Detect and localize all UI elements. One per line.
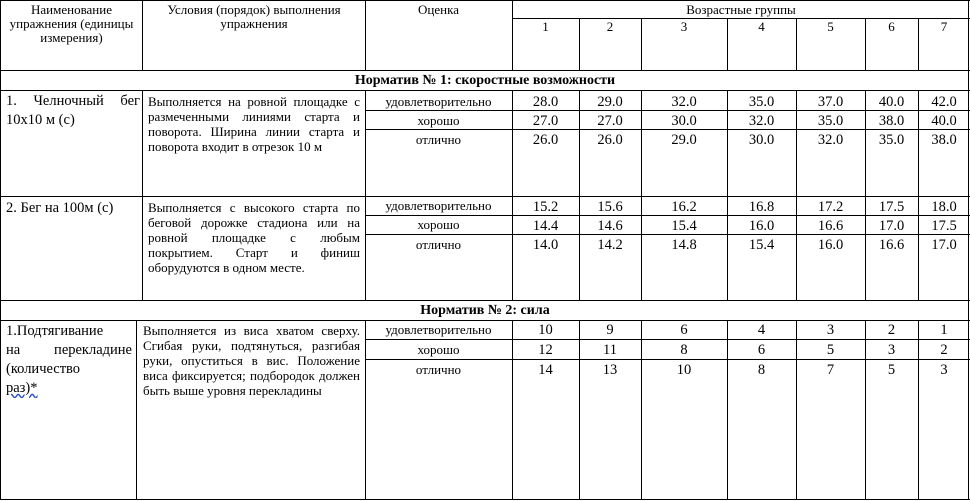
group-5: 5 xyxy=(827,20,834,34)
table-rule xyxy=(727,320,728,500)
exercise-name-line: на перекладине xyxy=(6,342,132,358)
exercise-name-pullups xyxy=(6,322,132,398)
value-cell: 32.0 xyxy=(671,94,697,110)
value-cell: 35.0 xyxy=(878,132,905,148)
value-cell: 16.6 xyxy=(817,218,844,234)
value-cell: 2 xyxy=(940,342,948,358)
value-cell: 30.0 xyxy=(671,113,697,129)
table-rule xyxy=(512,0,513,71)
value-cell: 29.0 xyxy=(671,132,697,148)
value-cell: 17.2 xyxy=(817,199,844,215)
value-cell: 15.6 xyxy=(597,199,623,215)
table-rule xyxy=(796,90,797,300)
exercise-name-line: 10х10 м (с) xyxy=(6,112,75,128)
table-rule xyxy=(512,90,513,300)
header-name-label: Наименование упражнения (единицы измерения) xyxy=(9,3,134,45)
grade-good: хорошо xyxy=(417,114,460,128)
exercise-name-line: 1. Челночный бег xyxy=(6,93,140,109)
header-conditions xyxy=(143,3,365,43)
table-rule xyxy=(142,0,143,71)
value-cell: 6 xyxy=(757,342,766,358)
value-cell: 40.0 xyxy=(878,94,905,110)
value-cell: 30.0 xyxy=(748,132,775,148)
value-cell: 35.0 xyxy=(817,113,844,129)
value-cell: 40.0 xyxy=(931,113,957,129)
value-cell: 14 xyxy=(538,362,553,378)
table-rule xyxy=(365,129,970,130)
table-rule xyxy=(968,0,969,500)
value-cell: 3 xyxy=(826,322,835,338)
group-6: 6 xyxy=(888,20,895,34)
value-cell: 32.0 xyxy=(817,132,844,148)
group-1: 1 xyxy=(542,20,549,34)
value-cell: 16.8 xyxy=(748,199,775,215)
table-rule xyxy=(365,215,970,216)
table-rule xyxy=(512,320,513,500)
value-cell: 16.2 xyxy=(671,199,697,215)
value-cell: 3 xyxy=(940,362,948,378)
table-rule xyxy=(142,90,143,300)
section-title-speed: Норматив № 1: скоростные возможности xyxy=(354,73,616,88)
header-age-groups-label: Возрастные группы xyxy=(686,3,796,17)
value-cell: 15.2 xyxy=(532,199,559,215)
value-cell: 37.0 xyxy=(817,94,844,110)
grade-good: хорошо xyxy=(417,218,460,232)
table-rule xyxy=(579,18,580,71)
value-cell: 17.5 xyxy=(878,199,905,215)
value-cell: 14.6 xyxy=(597,218,623,234)
header-grade xyxy=(365,3,512,23)
exercise-conditions-pullups: Выполняется из виса хватом сверху. Сгибая руки, подтянуться, разгибая руки, опуститься в вис. Положение виса фиксируется; подбородок должен быть выше уровня перекладины xyxy=(143,323,360,398)
table-rule xyxy=(918,90,919,300)
exercise-name-line: 1.Подтягивание xyxy=(6,323,104,339)
value-cell: 28.0 xyxy=(532,94,559,110)
value-cell: 8 xyxy=(680,342,688,358)
table-rule xyxy=(365,320,366,500)
exercise-name-100m-run xyxy=(6,199,140,218)
value-cell: 10 xyxy=(538,322,553,338)
value-cell: 11 xyxy=(603,342,617,358)
table-rule xyxy=(579,320,580,500)
value-cell: 6 xyxy=(680,322,688,338)
table-rule xyxy=(796,320,797,500)
table-rule xyxy=(365,0,366,71)
table-rule xyxy=(0,196,970,197)
table-rule xyxy=(641,90,642,300)
exercise-name-line: раз)* xyxy=(6,380,38,396)
group-2: 2 xyxy=(606,20,614,34)
table-rule xyxy=(865,18,866,71)
table-rule xyxy=(0,70,970,71)
value-cell: 3 xyxy=(887,342,896,358)
value-cell: 2 xyxy=(887,322,896,338)
value-cell: 16.0 xyxy=(748,218,775,234)
grade-excellent: отлично xyxy=(415,133,462,147)
value-cell: 27.0 xyxy=(597,113,623,129)
grade-satisfactory: удовлетворительно xyxy=(385,95,492,109)
value-cell: 42.0 xyxy=(931,94,957,110)
value-cell: 38.0 xyxy=(878,113,905,129)
value-cell: 7 xyxy=(826,362,835,378)
value-cell: 12 xyxy=(538,342,553,358)
group-4: 4 xyxy=(758,20,765,34)
group-3: 3 xyxy=(680,20,688,34)
table-rule xyxy=(365,339,970,340)
table-rule xyxy=(512,18,970,19)
table-rule xyxy=(727,90,728,300)
table-rule xyxy=(365,90,366,300)
grade-excellent: отлично xyxy=(415,363,462,377)
exercise-name-shuttle-run xyxy=(6,92,140,130)
value-cell: 17.0 xyxy=(878,218,905,234)
value-cell: 15.4 xyxy=(671,218,697,234)
value-cell: 14.2 xyxy=(597,237,623,253)
header-grade-label: Оценка xyxy=(418,3,459,17)
table-rule xyxy=(0,0,970,1)
value-cell: 26.0 xyxy=(532,132,559,148)
table-rule xyxy=(796,18,797,71)
table-rule xyxy=(365,110,970,111)
value-cell: 10 xyxy=(676,362,692,378)
table-rule xyxy=(365,359,970,360)
table-rule xyxy=(641,320,642,500)
value-cell: 16.0 xyxy=(817,237,844,253)
value-cell: 26.0 xyxy=(597,132,623,148)
group-7: 7 xyxy=(940,20,948,34)
table-rule xyxy=(0,0,1,500)
table-rule xyxy=(0,499,970,500)
header-conditions-label: Условия (порядок) выполнения упражнения xyxy=(167,3,341,31)
value-cell: 17.0 xyxy=(931,237,957,253)
value-cell: 4 xyxy=(757,322,766,338)
header-name xyxy=(0,3,143,71)
table-rule xyxy=(918,18,919,71)
value-cell: 5 xyxy=(826,342,835,358)
value-cell: 35.0 xyxy=(748,94,775,110)
value-cell: 14.0 xyxy=(532,237,559,253)
table-rule xyxy=(579,90,580,300)
exercise-conditions-shuttle-run: Выполняется на ровной площадке с размеченными линиями старта и поворота. Ширина линии старта и поворота входит в отрезок 10 м xyxy=(148,94,360,154)
value-cell: 18.0 xyxy=(931,199,957,215)
value-cell: 1 xyxy=(940,322,948,338)
table-rule xyxy=(365,234,970,235)
exercise-name-line: (количество xyxy=(6,361,81,377)
value-cell: 9 xyxy=(606,322,614,338)
value-cell: 5 xyxy=(887,362,896,378)
value-cell: 17.5 xyxy=(931,218,957,234)
value-cell: 29.0 xyxy=(597,94,623,110)
value-cell: 8 xyxy=(757,362,766,378)
table-rule xyxy=(0,300,970,301)
value-cell: 38.0 xyxy=(931,132,957,148)
grade-good: хорошо xyxy=(417,343,460,357)
grade-satisfactory: удовлетворительно xyxy=(385,323,492,337)
table-rule xyxy=(641,18,642,71)
table-rule xyxy=(865,90,866,300)
table-rule xyxy=(727,18,728,71)
grade-excellent: отлично xyxy=(415,238,462,252)
table-rule xyxy=(0,90,970,91)
value-cell: 14.4 xyxy=(532,218,559,234)
grade-satisfactory: удовлетворительно xyxy=(385,199,492,213)
value-cell: 27.0 xyxy=(532,113,559,129)
exercise-conditions-100m-run: Выполняется с высокого старта по беговой дорожке стадиона или на ровной площадке с любым покрытием. Старт и финиш оборудуются в одном месте. xyxy=(148,200,360,275)
value-cell: 15.4 xyxy=(748,237,775,253)
table-rule xyxy=(0,320,970,321)
value-cell: 16.6 xyxy=(878,237,905,253)
table-rule xyxy=(865,320,866,500)
table-rule xyxy=(136,320,137,500)
header-age-groups xyxy=(512,3,970,19)
section-title-strength: Норматив № 2: сила xyxy=(420,303,550,318)
value-cell: 32.0 xyxy=(748,113,775,129)
value-cell: 13 xyxy=(602,362,618,378)
table-rule xyxy=(918,320,919,500)
value-cell: 14.8 xyxy=(671,237,697,253)
exercise-name-line: 2. Бег на 100м (с) xyxy=(6,200,114,216)
